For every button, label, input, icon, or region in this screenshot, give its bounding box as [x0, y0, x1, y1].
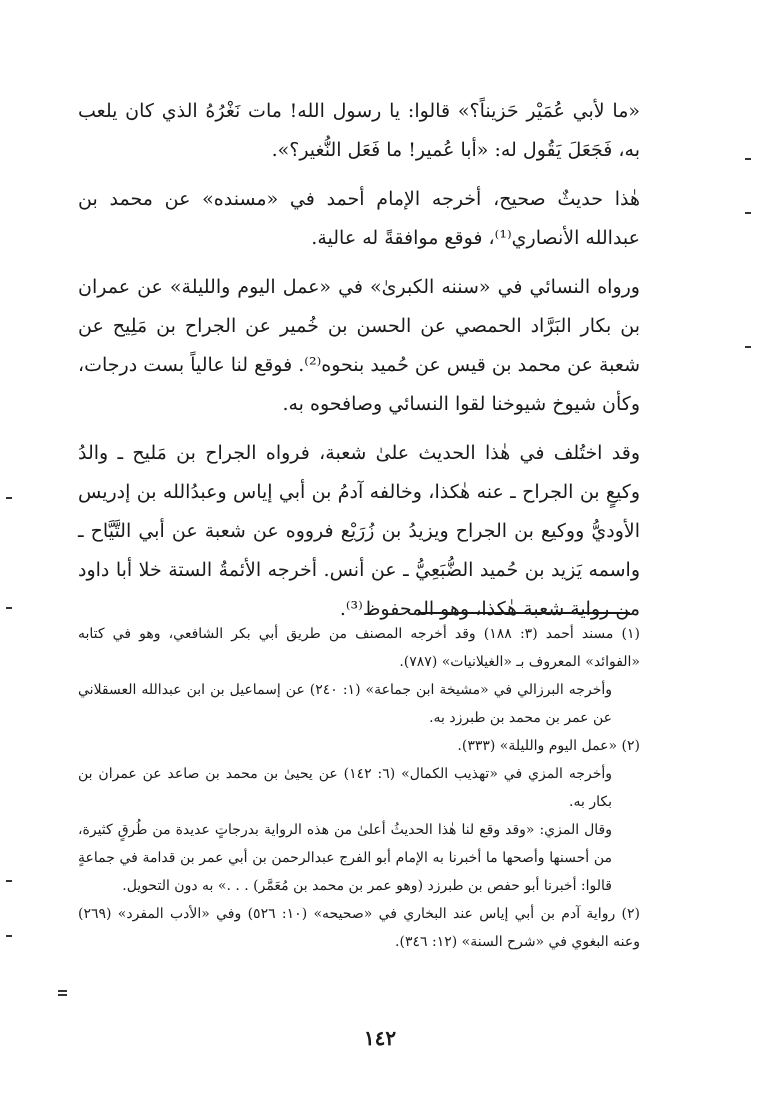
paragraph: وقد اختُلف في هٰذا الحديث علىٰ شعبة، فرواه الجراح بن مَليح ـ والدُ وكيعٍ بن الجراح ـ عنه هٰكذا، وخالفه آدمُ بن أبي إياس وعبدُالله بن إدريس الأوديُّ ووكيع بن الجراح ويزيدُ بن زُرَيْع فرووه عن شعبة عن أبي التَّيَّاح ـ واسمه يَزيد بن حُميد الضُّبَعِيُّ ـ عن أنس. أخرجه الأئمةُ الستة خلا أبا داود من رواية شعبة هٰكذا، وهو المحفوظ⁽³⁾. [78, 442, 640, 620]
footnote-continuation: وقال المزي: «وقد وقع لنا هٰذا الحديثُ أعلىٰ من هذه الرواية بدرجاتٍ عديدة من طُرقٍ كثيرة، من أحسنها وأصحها ما أخبرنا به الإمام أبو الفرج عبدالرحمن بن أبي عمر بن قدامة في جماعةٍ قالوا: أخبرنا أبو حفص بن طبرزد (وهو عمر بن محمد بن مُعَمَّر) . . .» به دون التحويل. [78, 822, 612, 894]
margin-mark [6, 497, 12, 499]
paragraph: «ما لأبي عُمَيْر حَزيناً؟» قالوا: يا رسول الله! مات نَغْرُهُ الذي كان يلعب به، فَجَعَلَ يَقُول له: «أبا عُمير! ما فَعَل النُّغير؟». [78, 100, 640, 161]
margin-mark [745, 346, 751, 348]
margin-mark [6, 880, 12, 882]
margin-mark [58, 990, 67, 996]
page-number: ١٤٢ [363, 1026, 397, 1050]
footnote: (٢) رواية آدم بن أبي إياس عند البخاري في «صحيحه» (١٠: ٥٢٦) وفي «الأدب المفرد» (٢٦٩) وعنه البغوي في «شرح السنة» (١٢: ٣٤٦). [78, 906, 640, 950]
footnote: (١) مسند أحمد (٣: ١٨٨) وقد أخرجه المصنف من طريق أبي بكر الشافعي، وهو في كتابه «الفوائد» المعروف بـ «الغيلانيات» (٧٨٧). [78, 626, 640, 670]
margin-mark [6, 607, 12, 609]
footnote-continuation: وأخرجه المزي في «تهذيب الكمال» (٦: ١٤٢) عن يحيىٰ بن محمد بن صاعد عن عمران بن بكار به. [78, 766, 613, 810]
footnote-separator [418, 612, 630, 614]
margin-mark [745, 158, 751, 160]
margin-mark [6, 935, 12, 937]
paragraph: ورواه النسائي في «سننه الكبرىٰ» في «عمل اليوم والليلة» عن عمران بن بكار البَرَّاد الحمصي عن الحسن بن خُمير عن الجراح بن مَلِيح عن شعبة عن محمد بن قيس عن حُميد بنحوه⁽²⁾. فوقع لنا عالياً بست درجات، وكأن شيوخ شيوخنا لقوا النسائي وصافحوه به. [78, 276, 640, 415]
footnote: (٢) «عمل اليوم والليلة» (٣٣٣). [457, 738, 640, 754]
footnotes [78, 620, 640, 956]
margin-mark [745, 212, 751, 214]
paragraph: هٰذا حديثٌ صحيح، أخرجه الإمام أحمد في «مسنده» عن محمد بن عبدالله الأنصاري⁽¹⁾، فوقع موافقةً له عالية. [78, 188, 640, 249]
main-text [78, 92, 640, 639]
footnote-continuation: وأخرجه البرزالي في «مشيخة ابن جماعة» (١: ٢٤٠) عن إسماعيل بن ابن عبدالله العسقلاني عن عمر بن محمد بن طبرزد به. [78, 682, 612, 726]
